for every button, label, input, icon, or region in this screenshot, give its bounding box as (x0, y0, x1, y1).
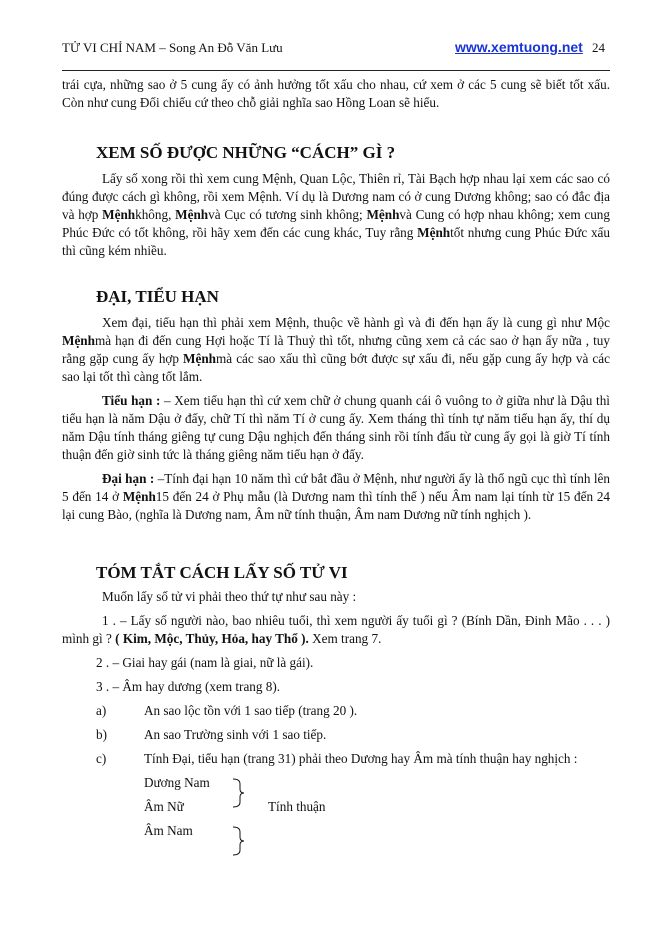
paragraph-dai-han: Đại hạn : –Tính đại hạn 10 năm thì cứ bắt đầu ở Mệnh, như người ấy là thổ ngũ cục thì tính lên 5 đến 14 ở Mệnh15 đến 24 ở Phụ mẫu (là Dương nam thì tính thế ) nếu Âm nam lại tính từ 15 đến 24 lại cung Bào, (nghĩa là Dương nam, Âm nữ tính thuận, Âm nam Dương nữ tính nghịch ). (62, 471, 611, 522)
paragraph-dai-tieu-han: Xem đại, tiểu hạn thì phải xem Mệnh, thuộc về hành gì và đi đến hạn ấy là cung gì như Mộc Mệnhmà hạn đi đến cung Hợi hoặc Tí là Thuỷ thì tốt, nhưng cũng xem cả các sao ở hạn ấy nữa , tuy rằng gặp cung ấy hợp Mệnhmà các sao xấu thì cũng bớt được sự xấu đi, nếu gặp cung ấy hợp và các sao lại tốt thì càng tốt lắm. (62, 315, 610, 384)
sub-item-c: c) Tính Đại, tiểu hạn (trang 31) phải theo Dương hay Âm mà tính thuận hay nghịch : (96, 751, 578, 766)
brace-icon (232, 778, 246, 808)
section-heading-cach: XEM SỐ ĐƯỢC NHỮNG “CÁCH” GÌ ? (96, 143, 396, 162)
header-rule (62, 70, 610, 71)
tree-item-am-nu: Âm Nữ (144, 799, 184, 814)
tree-item-duong-nam: Dương Nam (144, 775, 210, 790)
tree-result-tinh-thuan: Tính thuận (268, 799, 326, 814)
running-header-title: TỬ VI CHỈ NAM – Song An Đỗ Văn Lưu (62, 40, 283, 55)
gender-yinyang-tree (62, 774, 610, 846)
step-3: 3 . – Âm hay dương (xem trang 8). (96, 679, 281, 694)
sub-item-b: b) An sao Trường sinh với 1 sao tiếp. (96, 727, 327, 742)
step-1: 1 . – Lấy số người nào, bao nhiêu tuổi, thì xem người ấy tuổi gì ? (Bính Dần, Đinh Mão . . . ) mình gì ? ( Kim, Mộc, Thủy, Hỏa, hay Thổ ). Xem trang 7. (62, 613, 610, 646)
paragraph-tieu-han: Tiểu hạn : – Xem tiểu hạn thì cứ xem chữ ở chung quanh cái ô vuông to ở giữa như là Dậu thì tiểu hạn là năm Dậu ở đấy, chữ Tí thì năm Tí ở cung ấy. Xem tháng thì tính tự năm tiểu hạn ấy, thí dụ năm Dậu tính tháng giêng tự cung Dậu nghịch đến tháng sinh rồi tính đấu từ cung ấy gọi là giờ Tí tính thuận đến giờ sinh tức là tháng giêng năm tiểu hạn ở đấy. (62, 393, 610, 462)
step-2: 2 . – Giai hay gái (nam là giai, nữ là gái). (96, 655, 314, 670)
intro-paragraph: trái cựa, những sao ở 5 cung ấy có ảnh hưởng tốt xấu cho nhau, cứ xem ở các 5 cung sẽ biết tốt xấu. Còn như cung Đối chiếu cứ theo chỗ giải nghĩa sao Hồng Loan sẽ hiểu. (62, 77, 610, 110)
section-heading-han: ĐẠI, TIỂU HẠN (96, 287, 219, 306)
sub-item-a: a) An sao lộc tồn với 1 sao tiếp (trang 20 ). (96, 703, 358, 718)
section-heading-tom-tat: TÓM TẮT CÁCH LẤY SỐ TỬ VI (96, 563, 348, 582)
page-body (62, 76, 610, 846)
paragraph-tom-tat-intro: Muốn lấy số tử vi phải theo thứ tự như sau này : (102, 589, 357, 604)
paragraph-cach: Lấy số xong rồi thì xem cung Mệnh, Quan Lộc, Thiên rỉ, Tài Bạch hợp nhau lại xem các sao có đúng được cách gì không, rồi xem Mệnh. Ví dụ là Dương nam có ở cung Dương không; sao có đắc địa và hợp Mệnhkhông, Mệnhvà Cục có tương sinh không; Mệnhvà Cung có hợp nhau không; xem cung Phúc Đức có tốt không, rồi hãy xem đến các cung khác, Tuy rằng Mệnhtốt nhưng cung Phúc Đức xấu thì cũng kém nhiều. (62, 171, 610, 258)
website-link[interactable]: www.xemtuong.net (455, 39, 583, 55)
tree-item-am-nam: Âm Nam (144, 823, 193, 838)
page-number: 24 (592, 40, 605, 55)
brace-icon (232, 826, 246, 856)
